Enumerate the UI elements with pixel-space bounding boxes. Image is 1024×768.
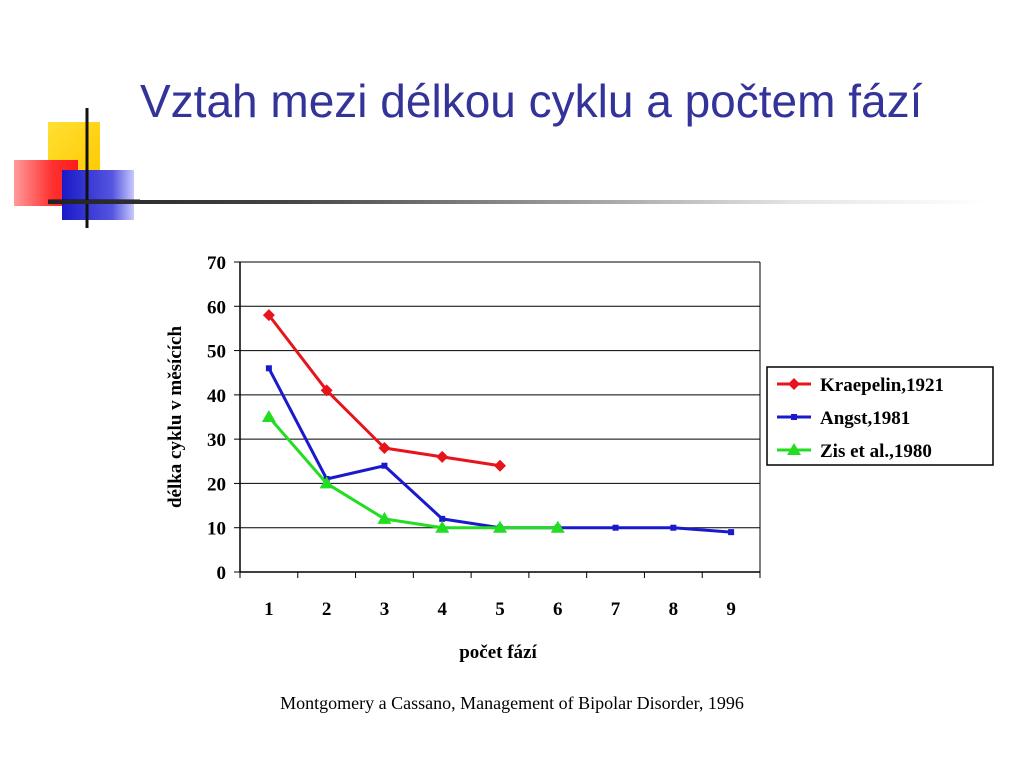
x-tick-label: 2 xyxy=(321,599,332,620)
y-tick-label: 20 xyxy=(207,474,226,496)
data-point-angst-1981 xyxy=(266,365,272,371)
legend-label: Zis et al.,1980 xyxy=(820,441,932,462)
y-tick-label: 0 xyxy=(216,563,226,584)
y-tick-label: 30 xyxy=(207,430,226,452)
x-axis-label: počet fází xyxy=(459,642,537,663)
legend-marker xyxy=(791,414,797,420)
legend-label: Kraepelin,1921 xyxy=(820,375,945,396)
x-tick-label: 9 xyxy=(726,599,736,620)
data-point-angst-1981 xyxy=(381,463,387,469)
x-tick-label: 5 xyxy=(495,599,505,620)
x-tick-label: 1 xyxy=(264,599,274,620)
x-tick-label: 3 xyxy=(379,599,390,620)
source-citation: Montgomery a Cassano, Management of Bipolar Disorder, 1996 xyxy=(280,693,744,713)
y-axis-label: délka cyklu v měsících xyxy=(165,325,186,509)
y-tick-label: 70 xyxy=(207,253,226,274)
y-tick-label: 40 xyxy=(207,385,226,407)
y-tick-label: 60 xyxy=(207,297,226,319)
x-tick-label: 8 xyxy=(668,599,679,620)
x-tick-label: 4 xyxy=(437,599,447,620)
x-tick-label: 6 xyxy=(553,599,563,620)
chart-legend xyxy=(767,367,993,465)
plot-area xyxy=(207,253,760,620)
y-tick-label: 10 xyxy=(207,518,226,540)
data-point-angst-1981 xyxy=(728,529,734,535)
data-point-angst-1981 xyxy=(670,525,676,531)
y-tick-label: 50 xyxy=(207,341,226,363)
legend-label: Angst,1981 xyxy=(820,408,911,429)
x-tick-label: 7 xyxy=(610,599,621,620)
data-point-angst-1981 xyxy=(613,525,619,531)
page-title: Vztah mezi délkou cyklu a počtem fází xyxy=(140,75,923,127)
